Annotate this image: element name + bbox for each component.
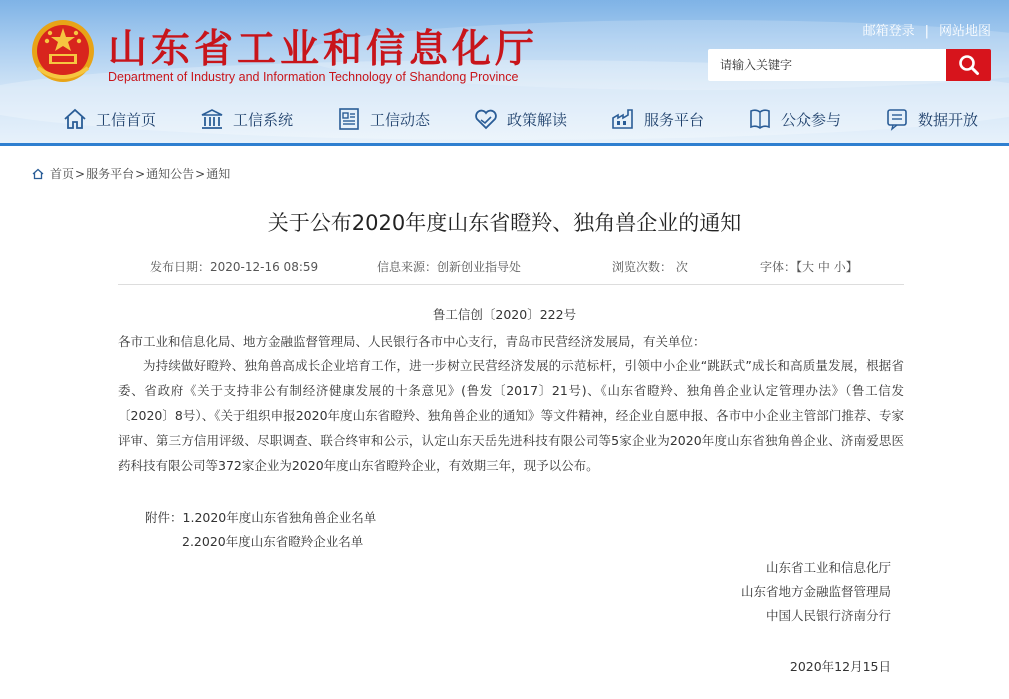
breadcrumb-separator: > [195,166,206,181]
sitemap-link[interactable]: 网站地图 [938,24,991,39]
search-box [708,49,991,81]
signature-line: 中国人民银行济南分行 [765,608,891,623]
site-header [0,0,1009,146]
search-icon [958,54,980,76]
mail-login-link[interactable]: 邮箱登录 [862,24,915,39]
nav-item-label: 工信动态 [370,110,431,129]
font-size-bracket-close: 】 [845,260,858,274]
attachment-link-2[interactable]: 2.2020年度山东省瞪羚企业名单 [182,534,364,549]
nav-item-label: 工信首页 [96,110,157,129]
site-title: 山东省工业和信息化厅 [108,26,539,72]
breadcrumb-service-platform[interactable]: 服务平台 [86,167,135,181]
news-icon [336,106,362,132]
nav-item-policy[interactable] [473,106,567,132]
top-links [863,20,991,39]
info-source: 信息来源：创新创业指导处 [377,260,522,274]
building-icon [199,106,225,132]
nav-item-label: 政策解读 [507,110,568,129]
font-size-medium[interactable]: 中 [817,260,830,274]
home-icon [32,168,44,180]
signature-line: 山东省工业和信息化厅 [765,560,891,575]
attachments-label: 附件： [145,510,183,525]
nav-item-home[interactable] [62,106,156,132]
nav-item-public[interactable] [747,106,841,132]
factory-icon [610,106,636,132]
attachment-row [145,508,376,526]
publish-date: 发布日期：2020-12-16 08:59 [150,260,319,274]
top-link-separator: | [924,24,929,39]
view-count: 浏览次数： 次 [612,260,688,274]
meta-divider [118,284,904,285]
font-size-bracket-open: 【 [796,260,803,274]
nav-item-data[interactable] [884,106,978,132]
nav-item-service[interactable] [610,106,704,132]
sign-date: 2020年12月15日 [789,659,891,674]
search-input[interactable] [708,49,946,81]
nav-item-news[interactable] [336,106,430,132]
font-size-large[interactable]: 大 [802,260,815,274]
breadcrumb [32,165,230,182]
breadcrumb-separator: > [75,166,86,181]
nav-item-system[interactable] [199,106,293,132]
national-emblem-icon [30,18,96,84]
heart-hands-icon [473,106,499,132]
font-size-label: 字体： [760,260,797,274]
nav-item-label: 工信系统 [233,110,294,129]
book-icon [747,106,773,132]
salutation: 各市工业和信息化局、地方金融监督管理局、人民银行各市中心支行，青岛市民营经济发展局，有关单位： [118,334,706,349]
signature-line: 山东省地方金融监督管理局 [740,584,891,599]
attachment-row [182,532,363,550]
main-nav [0,100,1009,140]
body-paragraph: 为持续做好瞪羚、独角兽高成长企业培育工作，进一步树立民营经济发展的示范标杆，引领中小企业“跳跃式”成长和高质量发展，根据省委、省政府《关于支持非公有制经济健康发展的十条意见》(鲁发〔2017〕21号)、《山东省瞪羚、独角兽企业认定管理办法》（鲁工信发〔2020〕8号）、《关于组织申报2020年度山东省瞪羚、独角兽企业的通知》等文件精神，经企业自愿申报、各市中小企业主管部门推荐、专家评审、第三方信用评级、尽职调查、联合终审和公示，认定山东天岳先进科技有限公司等5家企业为2020年度山东省独角兽企业、济南爱思医药科技有限公司等372家企业为2020年度山东省瞪羚企业，有效期三年，现予以公布。 [118,358,904,473]
search-button[interactable] [946,49,991,81]
font-size-small[interactable]: 小 [833,260,846,274]
nav-item-label: 数据开放 [918,110,979,129]
nav-item-label: 公众参与 [781,110,842,129]
nav-item-label: 服务平台 [644,110,705,129]
font-size-control [760,258,858,275]
attachment-link-1[interactable]: 1.2020年度山东省独角兽企业名单 [182,510,377,525]
breadcrumb-notice[interactable]: 通知 [206,167,231,181]
header-bottom-line [0,143,1009,146]
home-icon [62,106,88,132]
article-title: 关于公布2020年度山东省瞪羚、独角兽企业的通知 [267,211,742,235]
site-title-english: Department of Industry and Information Technology of Shandong Province [108,70,519,84]
document-number: 鲁工信创〔2020〕222号 [432,307,577,322]
breadcrumb-home[interactable]: 首页 [50,167,75,181]
breadcrumb-announcements[interactable]: 通知公告 [146,167,195,181]
data-icon [884,106,910,132]
breadcrumb-separator: > [135,166,146,181]
